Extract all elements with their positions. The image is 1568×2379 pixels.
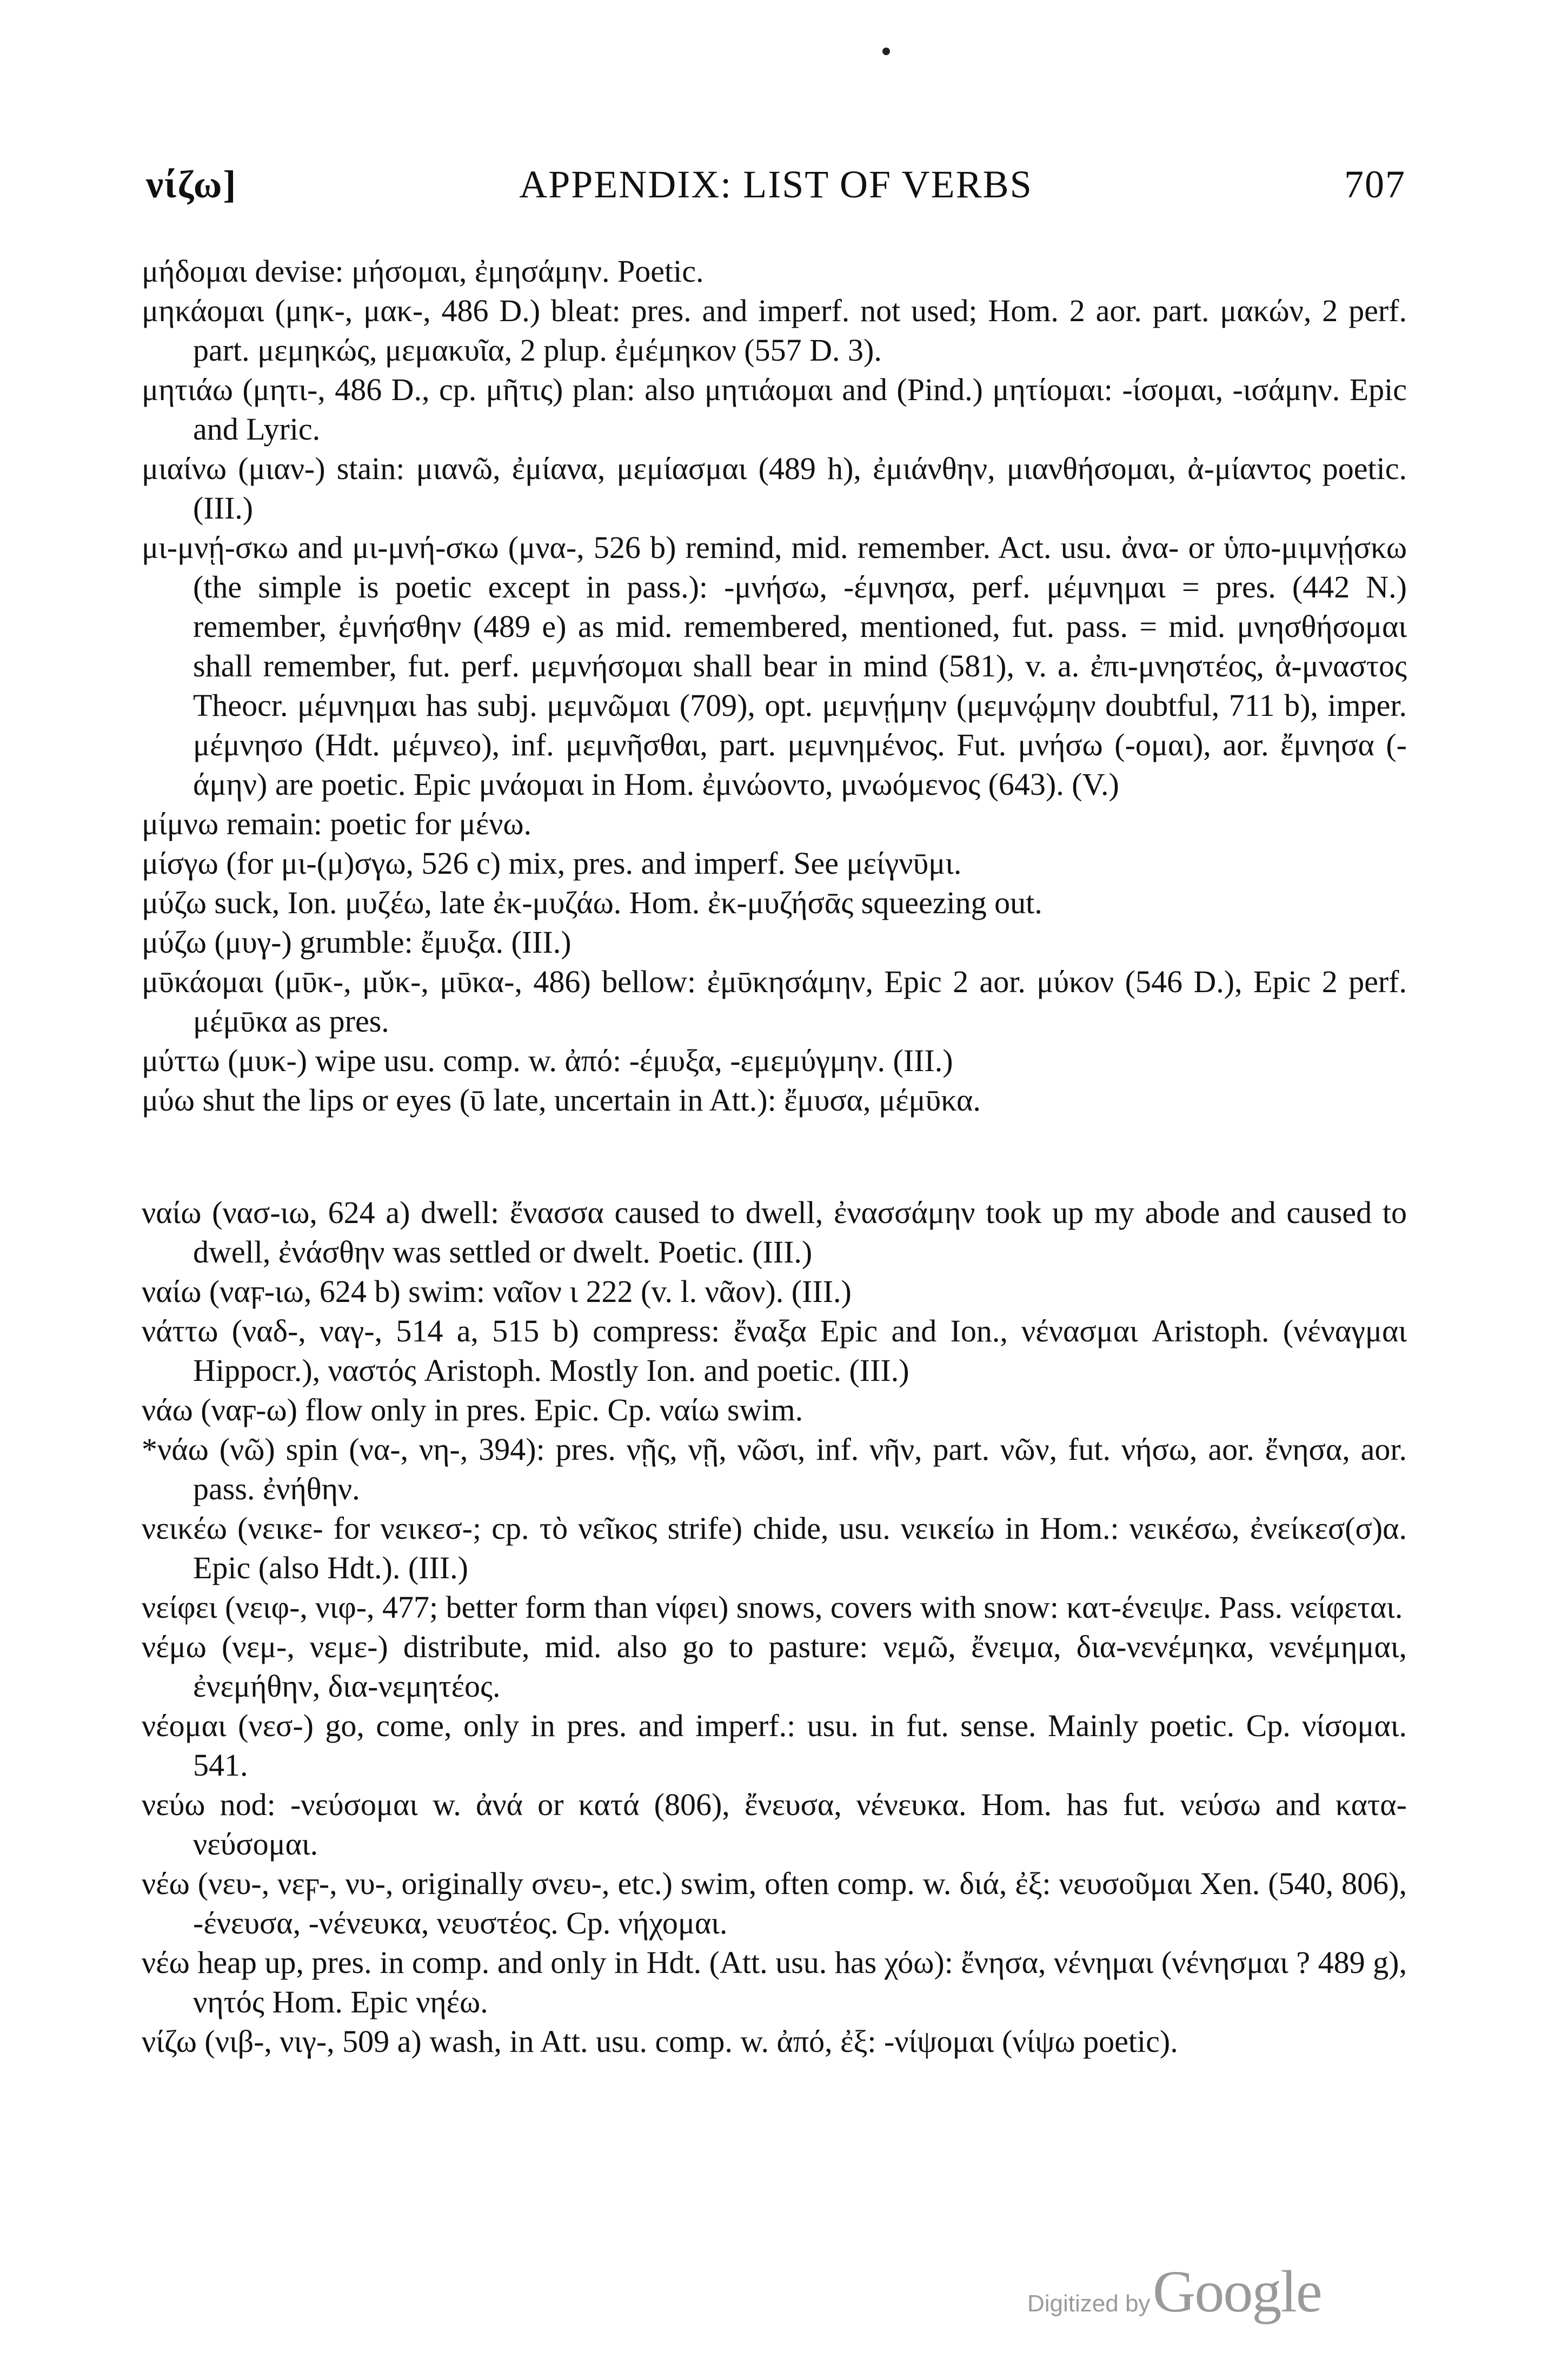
verb-entry: μύζω (μυγ-) grumble: ἔμυξα. (III.) [142,925,572,960]
header-catchword: νίζω] [146,163,237,206]
watermark-brand: Google [1152,2258,1321,2324]
verb-entry: μι-μνῄ-σκω and μι-μνή-σκω (μνα-, 526 b) remind, mid. remember. Act. usu. ἀνα- or ὑπο-μιμνῄσκω (the simple is poetic except in pass.): -μνήσω, -έμνησα, perf. μέμνημαι = pres. (442 N.) remember, ἐμνήσθην (489 e) as mid. remembered, mentioned, fut. pass. = mid. μνησθήσομαι shall remember, fut. perf. μεμνήσομαι shall bear in mind (581), v. a. ἐπι-μνηστέος, ἀ-μναστος Theocr. μέμνημαι has subj. μεμνῶμαι (709), opt. μεμνῄμην (μεμνῴμην doubtful, 711 b), imper. μέμνησο (Hdt. μέμνεο), inf. μεμνῆσθαι, part. μεμνημένος. Fut. μνήσω (-ομαι), aor. ἔμνησα (-άμην) are poetic. Epic μνάομαι in Hom. ἐμνώοντο, μνωόμενος (643). (V.) [142,530,1407,802]
verb-entry: νέομαι (νεσ-) go, come, only in pres. and imperf.: usu. in fut. sense. Mainly poetic. Cp. νίσομαι. 541. [142,1708,1407,1783]
verb-entry: ναίω (νασ-ιω, 624 a) dwell: ἔνασσα caused to dwell, ἐνασσάμην took up my abode and caused to dwell, ἐνάσθην was settled or dwelt. Poetic. (III.) [142,1195,1407,1270]
verb-entry: νέμω (νεμ-, νεμε-) distribute, mid. also go to pasture: νεμῶ, ἔνειμα, δια-νενέμηκα, νενέμημαι, ἐνεμήθην, δια-νεμητέος. [142,1629,1407,1704]
verb-entry: νείφει (νειφ-, νιφ-, 477; better form than νίφει) snows, covers with snow: κατ-ένειψε. Pass. νείφεται. [142,1590,1403,1625]
verb-list [142,251,1407,2061]
verb-entry: νάττω (ναδ-, ναγ-, 514 a, 515 b) compress: ἔναξα Epic and Ion., νένασμαι Aristoph. (νέναγμαι Hippocr.), ναστός Aristoph. Mostly Ion. and poetic. (III.) [142,1313,1407,1388]
verb-entry: μίσγω (for μι-(μ)σγω, 526 c) mix, pres. and imperf. See μείγνῡμι. [142,846,962,881]
verb-entry: μητιάω (μητι-, 486 D., cp. μῆτις) plan: also μητιάομαι and (Pind.) μητίομαι: -ίσομαι, -ισάμην. Epic and Lyric. [142,372,1407,447]
ink-speck [882,48,890,55]
verb-entry: νέω (νευ-, νεϝ-, νυ-, originally σνευ-, etc.) swim, often comp. w. διά, ἐξ: νευσοῦμαι Xen. (540, 806), -ένευσα, -νένευκα, νευστέος. Cp. νήχομαι. [142,1866,1407,1941]
verb-entry: νεύω nod: -νεύσομαι w. ἀνά or κατά (806), ἔνευσα, νένευκα. Hom. has fut. νεύσω and κατα-νεύσομαι. [142,1787,1407,1862]
verb-entry: μῡκάομαι (μῡκ-, μῠκ-, μῡκα-, 486) bellow: ἐμῡκησάμην, Epic 2 aor. μύκον (546 D.), Epic 2 perf. μέμῡκα as pres. [142,964,1407,1039]
watermark-prefix: Digitized by [1027,2290,1151,2317]
verb-entry: νεικέω (νεικε- for νεικεσ-; cp. τὸ νεῖκος strife) chide, usu. νεικείω in Hom.: νεικέσω, ἐνείκεσ(σ)α. Epic (also Hdt.). (III.) [142,1511,1407,1585]
running-header [146,162,1406,216]
verb-entry: μιαίνω (μιαν-) stain: μιανῶ, ἐμίανα, μεμίασμαι (489 h), ἐμιάνθην, μιανθήσομαι, ἀ-μίαντος poetic. (III.) [142,451,1407,526]
verb-entry: μίμνω remain: poetic for μένω. [142,806,532,841]
verb-entry: νίζω (νιβ-, νιγ-, 509 a) wash, in Att. usu. comp. w. ἀπό, ἐξ: -νίψομαι (νίψω poetic). [142,2024,1178,2059]
verb-entry: ναίω (ναϝ-ιω, 624 b) swim: ναῖον ι 222 (v. l. νᾶον). (III.) [142,1274,852,1309]
digitized-watermark [1027,2257,1321,2326]
section-gap [142,1120,1407,1193]
verb-entry: νέω heap up, pres. in comp. and only in Hdt. (Att. usu. has χόω): ἔνησα, νένημαι (νένησμαι ? 489 g), νητός Hom. Epic νηέω. [142,1945,1407,2019]
header-title: APPENDIX: LIST OF VERBS [519,163,1033,206]
verb-entry: μύττω (μυκ-) wipe usu. comp. w. ἀπό: -έμυξα, -εμεμύγμην. (III.) [142,1043,953,1078]
verb-entry: μύζω suck, Ion. μυζέω, late ἐκ-μυζάω. Hom. ἐκ-μυζήσᾱς squeezing out. [142,885,1042,920]
verb-entry: μηκάομαι (μηκ-, μακ-, 486 D.) bleat: pres. and imperf. not used; Hom. 2 aor. part. μακών, 2 perf. part. μεμηκώς, μεμακυῖα, 2 plup. ἐμέμηκον (557 D. 3). [142,293,1407,368]
verb-entry: μύω shut the lips or eyes (ῡ late, uncertain in Att.): ἔμυσα, μέμῡκα. [142,1082,981,1118]
verb-entry: νάω (ναϝ-ω) flow only in pres. Epic. Cp. ναίω swim. [142,1392,803,1427]
page-number: 707 [1344,163,1406,206]
verb-entry: μήδομαι devise: μήσομαι, ἐμησάμην. Poetic. [142,254,704,289]
verb-entry: *νάω (νῶ) spin (να-, νη-, 394): pres. νῇς, νῇ, νῶσι, inf. νῆν, part. νῶν, fut. νήσω, aor. ἔνησα, aor. pass. ἐνήθην. [142,1432,1407,1506]
